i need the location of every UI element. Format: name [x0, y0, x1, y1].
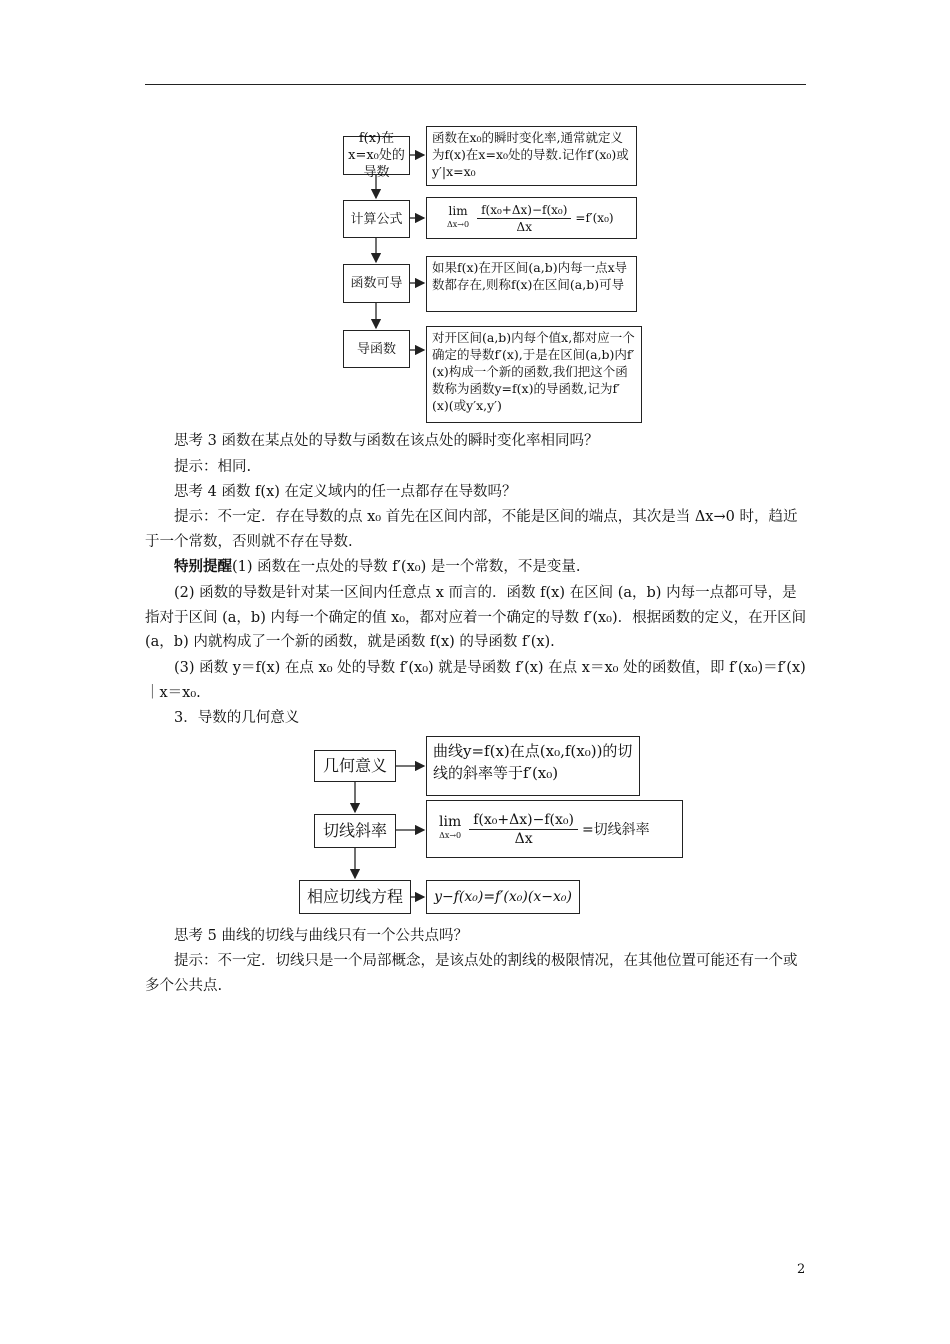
- box-label: 切线斜率: [322, 821, 387, 840]
- think-4: 思考 4 函数 f(x) 在定义域内的任一点都存在导数吗？: [174, 484, 517, 500]
- box-label: 导函数: [356, 341, 396, 357]
- desc-derived-function: [426, 326, 642, 423]
- desc-text: y−f(x₀)=f′(x₀)(x−x₀): [434, 888, 572, 905]
- desc-differentiable: [426, 256, 637, 312]
- lim-text: lim: [439, 814, 462, 830]
- formula-rhs: =切线斜率: [581, 822, 650, 838]
- limit-operator: [447, 205, 469, 231]
- desc-derivative-definition: [426, 126, 637, 186]
- formula-rhs: =f′(x₀): [575, 211, 614, 225]
- desc-text: 对开区间(a,b)内每个值x,都对应一个确定的导数f′(x),于是在区间(a,b)内f′(x)构成一个新的函数,我们把这个函数称为函数y=f(x)的导函数,记为f′(x)(或y′x,y′): [432, 330, 635, 413]
- box-label: f(x)在x=x₀处的导数: [348, 131, 405, 180]
- think-3: 思考 3 函数在某点处的导数与函数在该点处的瞬时变化率相同吗？: [174, 433, 599, 449]
- fraction-denominator: Δx: [516, 219, 532, 234]
- special-note-1: [145, 555, 807, 580]
- box-derived-function: [343, 330, 410, 368]
- special-note-label: 特别提醒: [174, 558, 232, 575]
- fraction-denominator: Δx: [514, 830, 533, 847]
- hint-4: 提示：不一定．存在导数的点 x₀ 首先在区间内部，不能是区间的端点，其次是当 Δx→0 时，趋近于一个常数，否则就不存在导数.: [145, 509, 798, 550]
- desc-text: 曲线y=f(x)在点(x₀,f(x₀))的切线的斜率等于f′(x₀): [433, 742, 633, 782]
- special-note-2: (2) 函数的导数是针对某一区间内任意点 x 而言的．函数 f(x) 在区间 (a，b) 内每一点都可导，是指对于区间 (a，b) 内每一个确定的值 x₀，都对应着一个确定的导数 f′(x₀)．根据函数的定义，在开区间 (a，b) 内就构成了一个新的函数，就是函数 f(x) 的导函数 f′(x).: [145, 585, 807, 650]
- hint-3: 提示：相同.: [174, 459, 252, 475]
- special-note-3: (3) 函数 y＝f(x) 在点 x₀ 处的导数 f′(x₀) 就是导函数 f′(x) 在点 x＝x₀ 处的函数值，即 f′(x₀)＝f′(x)｜x＝x₀.: [145, 660, 806, 701]
- desc-text: 如果f(x)在开区间(a,b)内每一点x导数都存在,则称f(x)在区间(a,b)可导: [432, 260, 628, 292]
- limit-operator: [439, 816, 461, 842]
- box-formula: [343, 200, 410, 238]
- desc-text: 函数在x₀的瞬时变化率,通常就定义为f(x)在x=x₀处的导数.记作f′(x₀)或y′|x=x₀: [432, 130, 629, 179]
- box-label: 计算公式: [350, 211, 403, 227]
- box-tangent-equation: [299, 880, 411, 914]
- box-derivative-at-point: [343, 131, 410, 180]
- fraction: [477, 203, 571, 234]
- lim-subscript: Δx→0: [447, 220, 470, 229]
- think-5: 思考 5 曲线的切线与曲线只有一个公共点吗？: [174, 928, 468, 944]
- section-heading-3: 3．导数的几何意义: [174, 710, 300, 726]
- desc-limit-formula: [426, 197, 637, 239]
- lim-text: lim: [448, 204, 468, 218]
- box-label: 函数可导: [350, 276, 403, 291]
- lim-subscript: Δx→0: [439, 831, 462, 840]
- box-geometric-meaning: [314, 750, 396, 782]
- hint-5: 提示：不一定．切线只是一个局部概念，是该点处的割线的极限情况，在其他位置可能还有一个或多个公共点.: [145, 953, 798, 994]
- box-differentiable: [343, 264, 410, 303]
- fraction: [469, 812, 578, 847]
- desc-slope-formula: [426, 800, 683, 858]
- box-label: 几何意义: [322, 756, 387, 775]
- special-note-text: (1) 函数在一点处的导数 f′(x₀) 是一个常数，不是变量.: [232, 559, 581, 575]
- box-label: 相应切线方程: [306, 887, 403, 906]
- desc-tangent-equation: [426, 880, 580, 914]
- fraction-numerator: f(x₀+Δx)−f(x₀): [469, 812, 578, 830]
- desc-geometric-meaning: [426, 736, 640, 796]
- box-tangent-slope: [314, 814, 396, 848]
- fraction-numerator: f(x₀+Δx)−f(x₀): [477, 203, 571, 219]
- page-number: 2: [797, 1262, 806, 1277]
